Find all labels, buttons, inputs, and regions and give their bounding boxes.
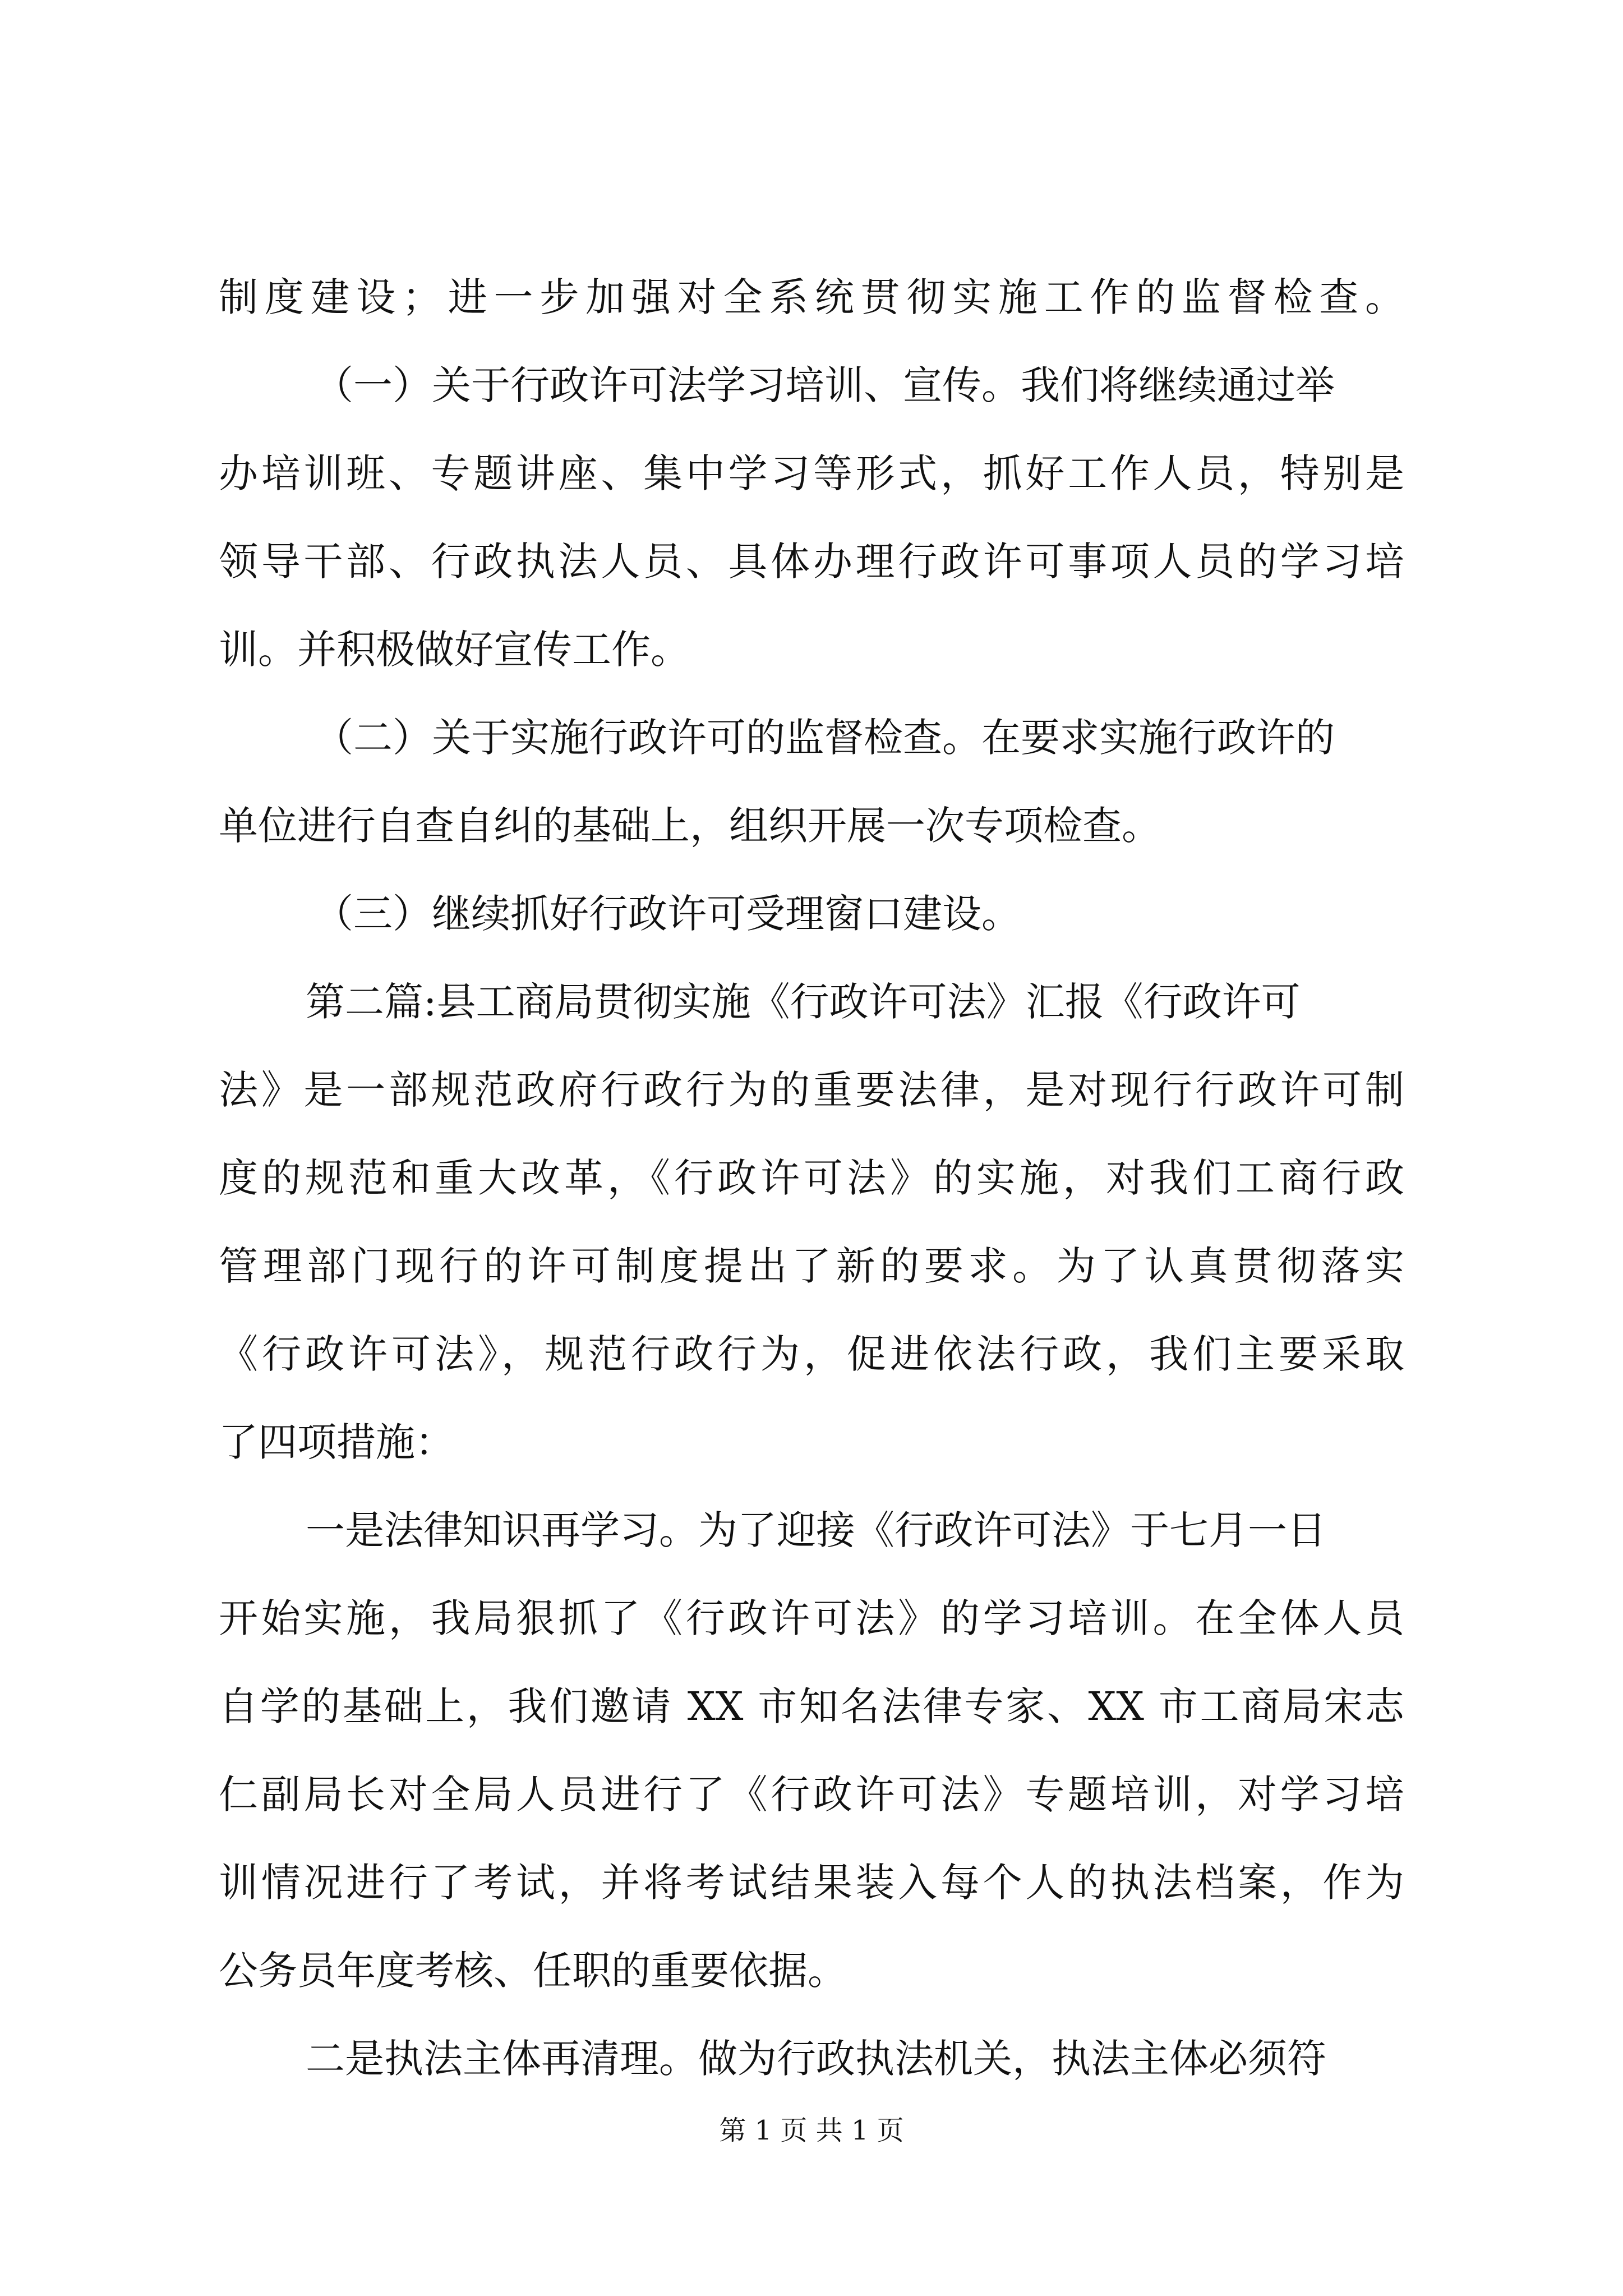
text-line-content: 第二篇:县工商局贯彻实施《行政许可法》汇报《行政许可 xyxy=(306,979,1301,1025)
text-line-content: 单位进行自查自纠的基础上，组织开展一次专项检查。 xyxy=(219,803,1161,849)
text-line-content: （三）继续抓好行政许可受理窗口建设。 xyxy=(314,891,1021,937)
text-line-content: （二）关于实施行政许可的监督检查。在要求实施行政许的 xyxy=(314,715,1335,761)
text-line xyxy=(0,974,1623,1030)
text-line xyxy=(0,1678,1623,1734)
text-line xyxy=(0,269,1623,325)
text-line xyxy=(0,357,1623,413)
text-line-content: 制度建设；进一步加强对全系统贯彻实施工作的监督检查。 xyxy=(219,274,1404,320)
text-line-content: 公务员年度考核、任职的重要依据。 xyxy=(219,1948,847,1994)
text-line-content: 训情况进行了考试，并将考试结果装入每个人的执法档案，作为 xyxy=(219,1860,1404,1906)
page-number-footer: 第 1 页 共 1 页 xyxy=(719,2115,904,2146)
text-line xyxy=(0,1326,1623,1382)
text-line xyxy=(0,622,1623,678)
text-line xyxy=(0,2031,1623,2087)
text-line-content: 自学的基础上，我们邀请 XX 市知名法律专家、XX 市工商局宋志 xyxy=(219,1683,1404,1729)
text-line xyxy=(0,1766,1623,1823)
text-line-content: 开始实施，我局狠抓了《行政许可法》的学习培训。在全体人员 xyxy=(219,1595,1404,1641)
text-line-content: 一是法律知识再学习。为了迎接《行政许可法》于七月一日 xyxy=(306,1507,1326,1553)
text-line xyxy=(0,533,1623,590)
text-line-content: 了四项措施： xyxy=(219,1419,454,1465)
text-line xyxy=(0,1414,1623,1470)
text-line xyxy=(0,1855,1623,1911)
text-line xyxy=(0,1943,1623,1999)
text-line xyxy=(0,1502,1623,1558)
text-line-content: 度的规范和重大改革，《行政许可法》的实施，对我们工商行政 xyxy=(219,1155,1404,1201)
text-line xyxy=(0,1062,1623,1118)
text-line-content: 领导干部、行政执法人员、具体办理行政许可事项人员的学习培 xyxy=(219,539,1404,585)
text-line-content: 训。并积极做好宣传工作。 xyxy=(219,627,690,673)
text-line xyxy=(0,1590,1623,1646)
text-line xyxy=(0,445,1623,501)
text-line xyxy=(0,710,1623,766)
text-line-content: 法》是一部规范政府行政行为的重要法律，是对现行行政许可制 xyxy=(219,1067,1404,1113)
text-line-content: 仁副局长对全局人员进行了《行政许可法》专题培训，对学习培 xyxy=(219,1772,1404,1818)
text-line-content: 二是执法主体再清理。做为行政执法机关，执法主体必须符 xyxy=(306,2036,1326,2082)
text-line xyxy=(0,1238,1623,1294)
text-line xyxy=(0,886,1623,942)
text-line-content: 管理部门现行的许可制度提出了新的要求。为了认真贯彻落实 xyxy=(219,1243,1404,1289)
text-line-content: （一）关于行政许可法学习培训、宣传。我们将继续通过举 xyxy=(314,362,1335,408)
text-line-content: 《行政许可法》，规范行政行为，促进依法行政，我们主要采取 xyxy=(219,1331,1404,1377)
text-line xyxy=(0,798,1623,854)
text-line-content: 办培训班、专题讲座、集中学习等形式，抓好工作人员，特别是 xyxy=(219,450,1404,496)
text-line xyxy=(0,1150,1623,1206)
